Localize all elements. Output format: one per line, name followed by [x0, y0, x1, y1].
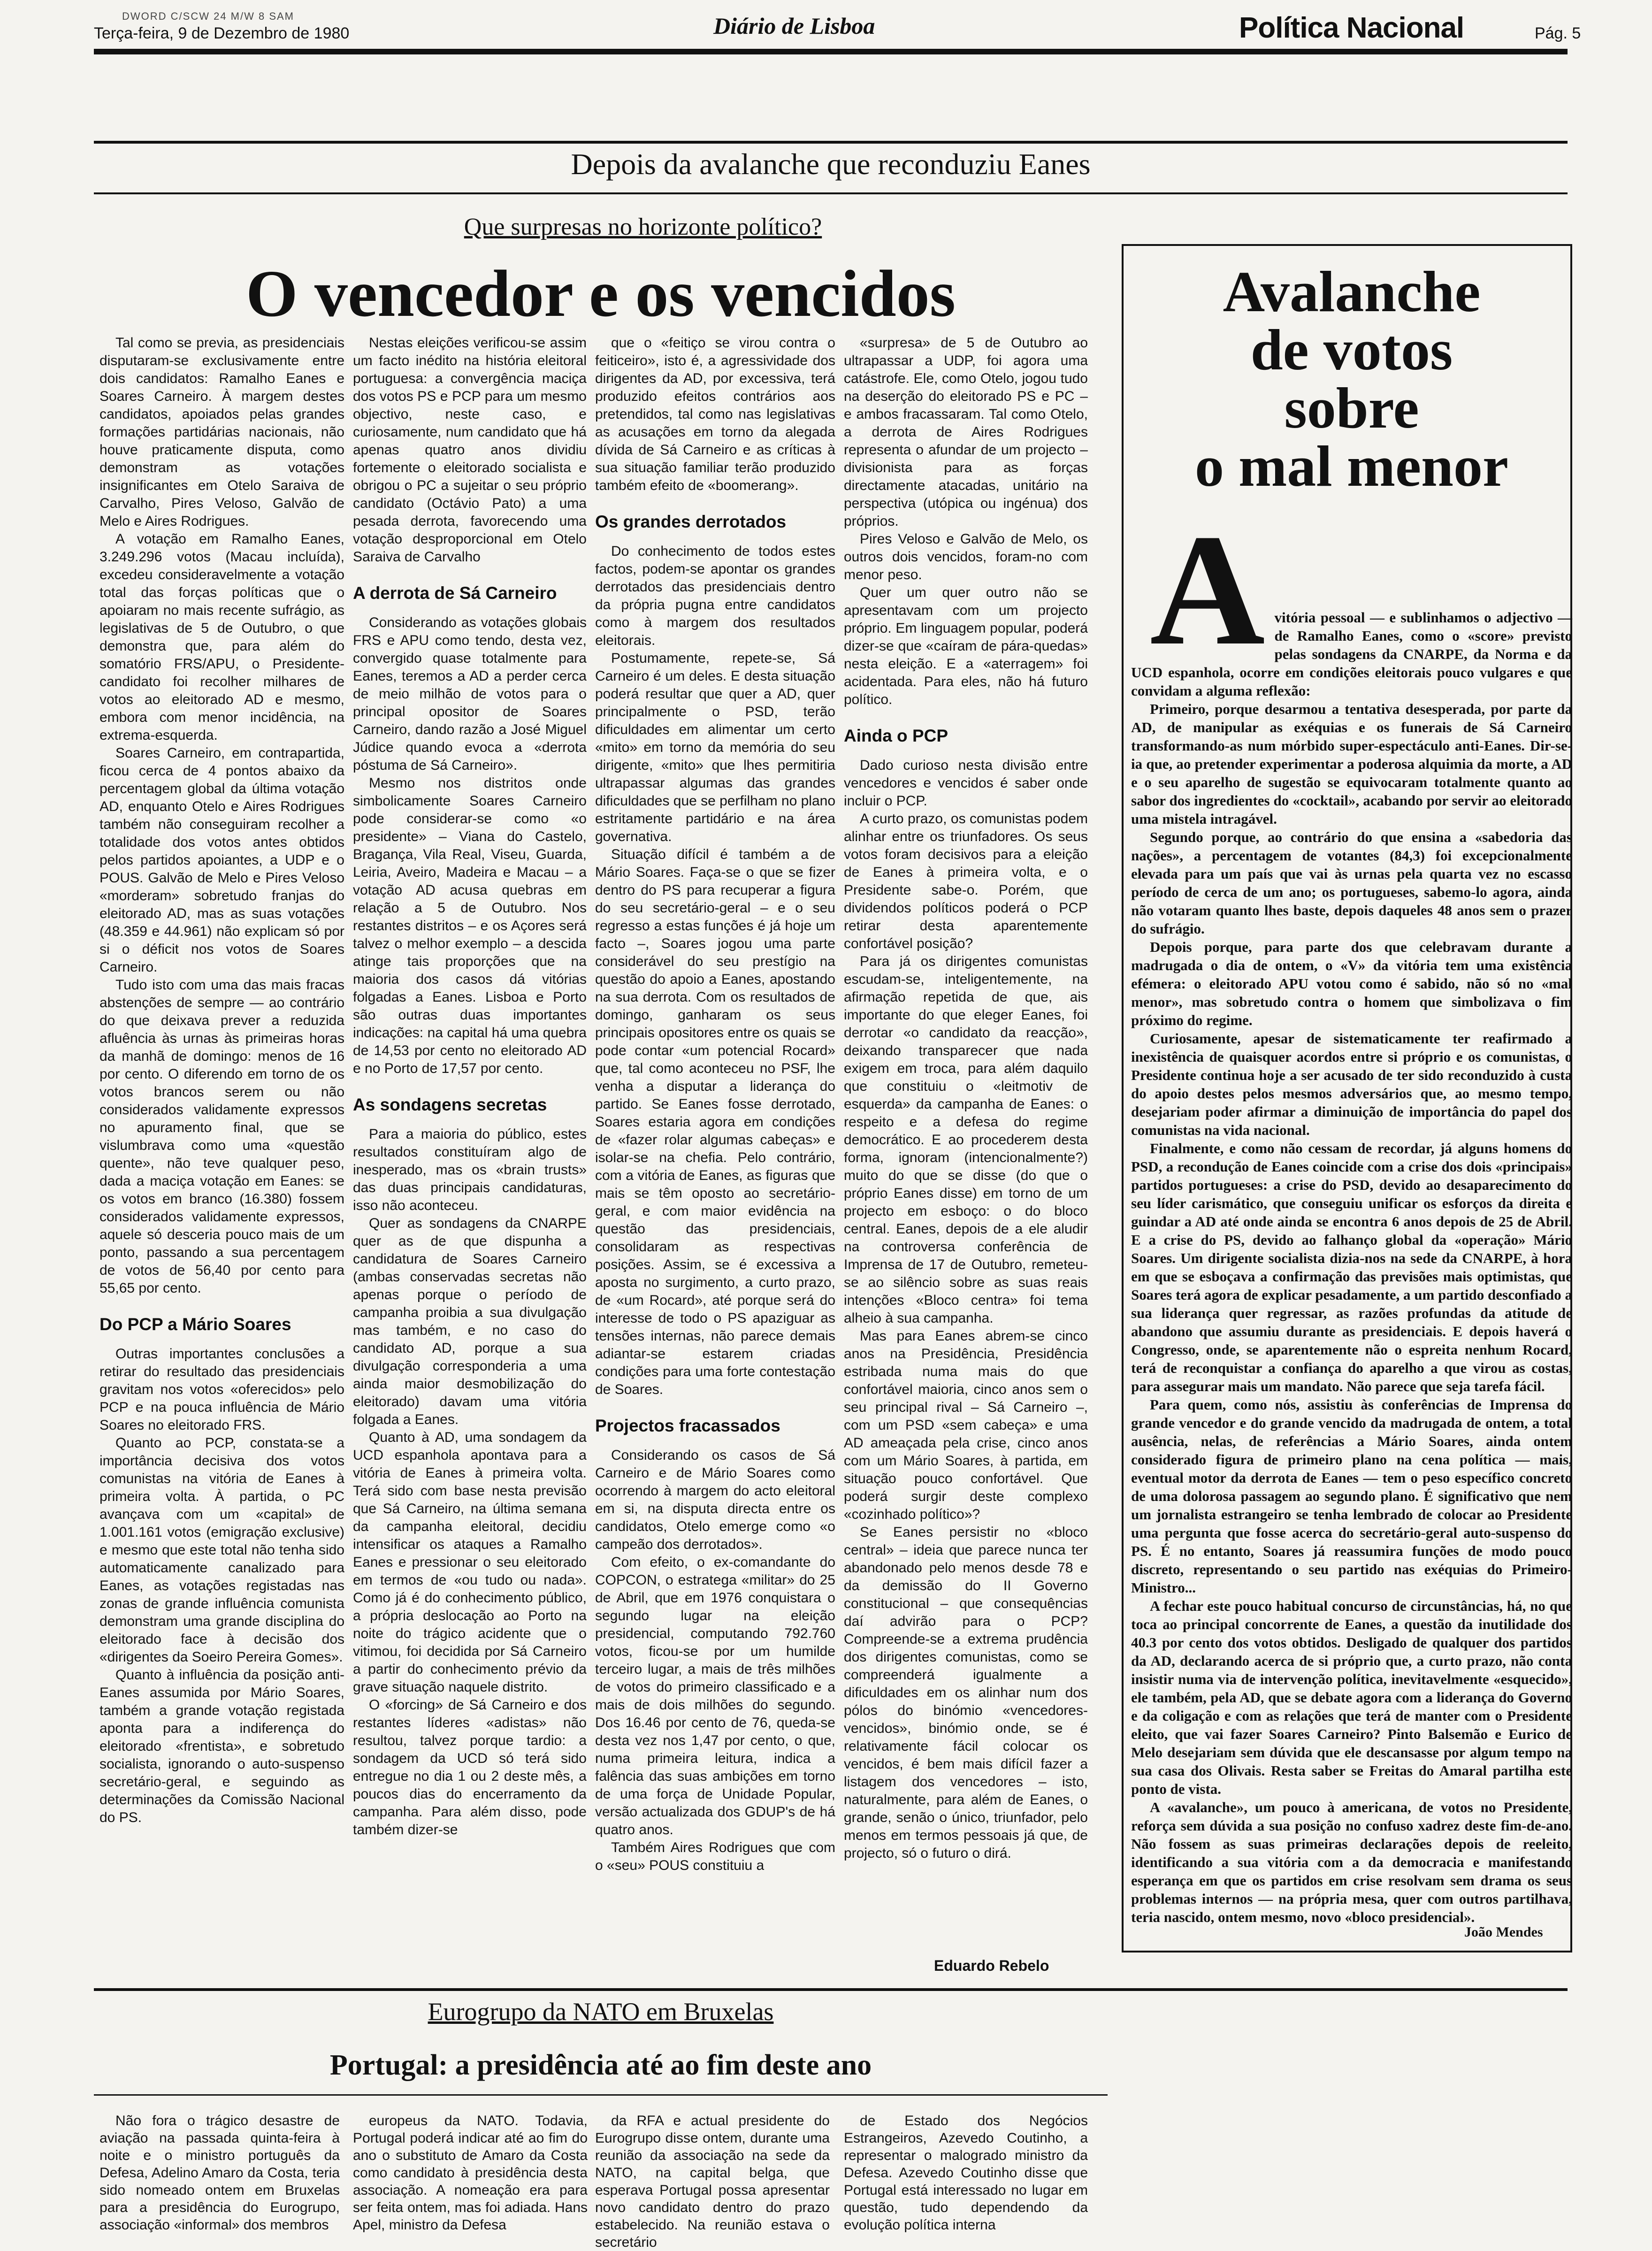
- main-col3c-p2: Com efeito, o ex-comandante do COPCON, o estratega «militar» do 25 de Abril, que em 1976 conquistara o segundo lugar na eleição presidencial, computando 792.760 votos, ficou-se por um humilde terceiro lugar, a mais de três milhões de votos do primeiro classificado e a mais de dois milhões do segundo. Dos 16.46 por cento de 76, queda-se desta vez nos 1,47 por cento, o que, numa primeira leitura, indica a falência das suas ambições em torno de uma força de Unidade Popular, versão actualizada dos GDUP's de há quatro anos.: [595, 1554, 835, 1838]
- header-left-top: DWORD C/SCW 24 M/W 8 SAM: [122, 10, 295, 22]
- main-col4b-p2: A curto prazo, os comunistas podem alinhar entre os triunfadores. Os seus votos foram decisivos para a eleição de Eanes à primeira volta, e o Presidente sabe-o. Porém, que dividendos políticos poderá o PCP retirar desta aparentemente confortável posição?: [844, 811, 1088, 951]
- main-col3b-p3: Situação difícil é também a de Mário Soares. Faça-se o que se fizer dentro do PS para recuperar a figura do seu secretário-geral – e o seu regresso a estas funções é já hoje um facto –, Soares jogou uma parte considerável do seu prestígio na questão do apoio a Eanes, apostando na sua derrota. Com os resultados de domingo, ganharam os seus principais opositores entre os quais se pode contar «um potencial Rocard» que, tal como aconteceu no PSF, lhe venha a disputar a liderança do partido. Se Eanes fosse derrotado, Soares estaria agora em condições de «fazer rolar algumas cabeças» e isolar-se na chefia. Pelo contrário, com a vitória de Eanes, as figuras que mais se têm oposto ao secretário-geral, e com maior evidência na questão das presidenciais, consolidaram as respectivas posições. Assim, se é excessiva a aposta no surgimento, a curto prazo, de «um Rocard», até porque será do interesse de todo o PS apaziguar as tensões internas, não parece demais adiantar-se estarem criadas condições para uma forte contestação de Soares.: [595, 847, 835, 1397]
- side-p3: Segundo porque, ao contrário do que ensina a «sabedoria das nações», a percentagem de votantes (84,3) foi excepcionalmente elevada para um país que vai às urnas pela quarta vez no escasso período de cerca de um ano; os portugueses, sabemo-lo agora, ainda não votaram quanto lhes baste, depois daqueles 48 anos sem o prazer do sufrágio.: [1131, 829, 1572, 937]
- main-col3b-p2: Postumamente, repete-se, Sá Carneiro é um deles. E desta situação poderá resultar que quer a AD, quer principalmente o PSD, terão dificuldades em alimentar um certo «mito» em torno da memória do seu dirigente, «mito» que lhes permitiria ultrapassar algumas das grandes dificuldades que se perfilham no plano estritamente partidário e na área governativa.: [595, 651, 836, 844]
- main-col2b-p1: Considerando as votações globais FRS e APU como tendo, desta vez, convergido quase totalmente para Eanes, teremos a AD a perder cerca de meio milhão de votos para o principal opositor de Soares Carneiro, dando razão a José Miguel Júdice quando evoca a «derrota póstuma de Sá Carneiro».: [353, 615, 587, 773]
- side-p6: Finalmente, e como não cessam de recordar, já alguns homens do PSD, a recondução de Eanes coincide com a crise dos dois «principais» partidos portugueses: a crise do PSD, devido ao desaparecimento do seu líder carismático, que conseguiu unificar os esforços da direita e guindar a AD até onde ainda se encontra 6 anos depois de 25 de Abril. E a crise do PS, devido ao falhanço global da «operação» Mário Soares. Um dirigente socialista dizia-nos na sede da CNARPE, à hora em que se esboçava a confirmação das previsões mais optimistas, que Soares terá agora de explicar pesadamente, a um partido desconfiado a sua liderança quer regressar, as razões profundas da atitude de abandono que assumiu durante as presidenciais. E depois haverá o Congresso, onde, se aparentemente não o espreita nenhum Rocard, terá de reconquistar a confiança do aparelho a que virou as costas, para assegurar mais um mandato. Não parece que seja tarefa fácil.: [1131, 1140, 1572, 1394]
- main-col4b-p1: Dado curioso nesta divisão entre vencedores e vencidos é saber onde incluir o PCP.: [844, 758, 1088, 809]
- bottom-head-rule: [94, 2094, 1108, 2096]
- main-col2-p1: Nestas eleições verificou-se assim um facto inédito na história eleitoral portuguesa: a convergência maciça dos votos PS e PCP para um mesmo objectivo, neste caso, e curiosamente, num candidato que há apenas quatro anos dividiu fortemente o eleitorado socialista e obrigou o PC a sujeitar o seu próprio candidato (Octávio Pato) a uma pesada derrota, favorecendo uma votação desproporcional em Otelo Saraiva de Carvalho: [353, 335, 587, 565]
- side-title-line1: Avalanche: [1223, 260, 1481, 324]
- side-box-top: [1122, 244, 1572, 246]
- main-col-2: [353, 334, 587, 1991]
- subhead-ainda-pcp: Ainda o PCP: [844, 726, 948, 745]
- subhead-derrota: A derrota de Sá Carneiro: [353, 583, 557, 603]
- main-col1-p2: A votação em Ramalho Eanes, 3.249.296 votos (Macau incluída), excedeu consideravelmente a votação total das forças políticas que o apoiaram no mais recente sufrágio, as legislativas de 5 de Outubro, o que demonstra que, para além do somatório FRS/APU, o Presidente-candidato foi recolher milhares de votos ao eleitorado AD e mesmo, embora com menor incidência, na extrema-esquerda.: [99, 531, 344, 743]
- main-col-1: [99, 334, 344, 1991]
- side-title-line3: sobre: [1284, 376, 1419, 440]
- side-p4: Depois porque, para parte dos que celebravam durante a madrugada o dia de ontem, o «V» da vitória tem uma existência efémera: o eleitorado APU votou como é sabido, não só no «mal menor», mas sobretudo contra o homem que simbolizava o fim próximo do regime.: [1131, 939, 1572, 1028]
- main-col2b-p2: Mesmo nos distritos onde simbolicamente Soares Carneiro pode considerar-se como «o presidente» – Viana do Castelo, Bragança, Vila Real, Viseu, Guarda, Leiria, Aveiro, Madeira e Macau – a votação AD acusa quebras em relação a 5 de Outubro. Nos restantes distritos – e os Açores será talvez o melhor exemplo – a descida atinge tais proporções que na maioria dos casos dá vitórias folgadas a Eanes. Lisboa e Porto são outras duas importantes indicações: na capital há uma quebra de 14,53 por cento no eleitorado AD e no Porto de 17,57 por cento.: [353, 775, 587, 1076]
- side-p7: Para quem, como nós, assistiu às conferências de Imprensa do grande vencedor e do grande vencido da madrugada de ontem, a total ausência, nelas, de referências a Mário Soares, ainda ontem considerado figura de primeiro plano na cena política — mais, eventual motor da derrota de Eanes — tem o peso específico concreto de uma dolorosa passagem ao segundo plano. É significativo que nem um jornalista estrangeiro se tenha lembrado de colocar ao Presidente uma pergunta que fosse acerca do secretário-geral auto-suspenso do PS. É no entanto, Soares já reassumira funções de modo pouco discreto, representando o seu partido nas exéquias do Primeiro-Ministro...: [1131, 1396, 1572, 1596]
- issue-date: Terça-feira, 9 de Dezembro de 1980: [94, 24, 350, 42]
- bottom-rule: [94, 1988, 1568, 1991]
- side-article: [1131, 260, 1572, 1948]
- banner-rule-top: [94, 141, 1568, 144]
- main-col1b-p2: Quanto ao PCP, constata-se a importância decisiva dos votos comunistas na vitória de Eanes à primeira volta. À partida, o PC avançava com um «capital» de 1.001.161 votos (emigração exclusive) e mesmo que este total não tenha sido automaticamente canalizado para Eanes, as votações registadas nas zonas de grande influência comunista demonstram uma grande disciplina do eleitorado face à decisão dos «dirigentes da Soeiro Pereira Gomes».: [99, 1435, 344, 1665]
- main-col3c-p3: Também Aires Rodrigues que com o «seu» POUS constituiu a: [595, 1840, 835, 1873]
- main-col3c-p1: Considerando os casos de Sá Carneiro e de Mário Soares como ocorrendo à margem do acto eleitoral em si, na disputa directa entre os candidatos, Otelo emerge como «o campeão dos derrotados».: [595, 1447, 835, 1552]
- main-col4-p1: «surpresa» de 5 de Outubro ao ultrapassar a UDP, foi agora uma catástrofe. Ele, como Otelo, jogou tudo na deserção do eleitorado PS e PC – e ambos fracassaram. Tal como Otelo, a derrota de Aires Rodrigues representa o afundar de um projecto – divisionista para as forças directamente atacadas, unitário na perspectiva (utópica ou ingénua) dos próprios.: [844, 335, 1088, 529]
- banner-rule-bottom: [94, 192, 1568, 194]
- side-dropcap: A: [1150, 501, 1265, 678]
- side-headline: [1131, 260, 1572, 498]
- side-p9: A «avalanche», um pouco à americana, de votos no Presidente, reforça sem dúvida a sua posição no confuso xadrez deste fim-de-ano. Não fossem as suas primeiras declarações depois de reeleito, identificando a sua vitória com a da democracia e manifestando esperança em que os partidos em crise resolvam sem drama os seus problemas internos — na própria mesa, quer com outros partilhava, teria nascido, ontem mesmo, novo «bloco presidencial».: [1131, 1799, 1572, 1925]
- side-byline: João Mendes: [1464, 1924, 1543, 1940]
- bottom-col-2: [353, 2112, 588, 2233]
- bottom-col4-text: de Estado dos Negócios Estrangeiros, Azevedo Coutinho, a representar o malogrado ministro da Defesa. Azevedo Coutinho disse que Portugal está interessado no lugar em questão, tudo dependendo da evolução política interna: [844, 2113, 1088, 2233]
- bottom-kicker: Eurogrupo da NATO em Bruxelas: [428, 1998, 774, 2026]
- side-p5: Curiosamente, apesar de sistematicamente ter reafirmado a inexistência de quaisquer acordos entre si próprio e os comunistas, o Presidente continua hoje a ser acusado de ter sido reconduzido à custa do apoio destes pelos mesmos adversários que, ao mesmo tempo, desejariam poder afirmar a diminuição de importância do papel dos comunistas na vida nacional.: [1131, 1030, 1572, 1138]
- header-rule: [94, 49, 1568, 54]
- main-col3-p1: que o «feitiço se virou contra o feiticeiro», isto é, a agressividade dos dirigentes da AD, por excessiva, terá produzido efeitos contrários aos pretendidos, tal como nas legislativas as acusações em torno da alegada dívida de Sá Carneiro e as críticas à sua situação familiar terão produzido também efeito de «boomerang».: [595, 335, 835, 493]
- bottom-col-3: [595, 2112, 830, 2250]
- section-name: Política Nacional: [1239, 12, 1464, 44]
- page-number: Pág. 5: [1535, 24, 1581, 42]
- bottom-col3-text: da RFA e actual presidente do Eurogrupo disse ontem, durante uma reunião da associação na sede da NATO, na capital belga, que esperava Portugal possa apresentar novo candidato dentro do prazo estabelecido. Na reunião estava o secretário: [595, 2113, 830, 2250]
- main-col1-p4: Tudo isto com uma das mais fracas abstenções de sempre — ao contrário do que deixava prever a reduzida afluência às urnas às primeiras horas da manhã de domingo: menos de 16 por cento. O diferendo em torno de os votos brancos serem ou não considerados validamente expressos no apuramento final, que se vislumbrava como uma «questão quente», não teve qualquer peso, dada a maciça votação em Eanes: se os votos em branco (16.380) fossem considerados validamente expressos, aquele só desceria pouco mais de um ponto, passando a sua percentagem de votos de 56,40 por cento para 55,65 por cento.: [99, 977, 344, 1296]
- side-title-line2: de votos: [1250, 318, 1453, 382]
- main-col2c-p3: Quanto à AD, uma sondagem da UCD espanhola apontava para a vitória de Eanes à primeira volta. Terá sido com base nesta previsão que Sá Carneiro, na última semana da campanha eleitoral, decidiu intensificar os ataques a Ramalho Eanes e pressionar o seu eleitorado em termos de «ou tudo ou nada». Como já é do conhecimento público, a própria deslocação ao Porto na noite do trágico acidente que o vitimou, foi decidida por Sá Carneiro a partir do conhecimento prévio da grave situação naquele distrito.: [353, 1430, 587, 1695]
- banner-title: Depois da avalanche que reconduziu Eanes: [571, 147, 1091, 181]
- main-headline: O vencedor e os vencidos: [246, 256, 956, 330]
- main-byline: Eduardo Rebelo: [934, 1957, 1049, 1974]
- bottom-headline: Portugal: a presidência até ao fim deste ano: [329, 2049, 872, 2081]
- bottom-col1-text: Não fora o trágico desastre de aviação na passada quinta-feira à noite e o ministro português da Defesa, Adelino Amaro da Costa, teria sido nomeado ontem em Bruxelas para a presidência do Eurogrupo, associação «informal» dos membros: [99, 2113, 340, 2233]
- main-col4-p2: Pires Veloso e Galvão de Melo, os outros dois vencidos, foram-no com menor peso.: [844, 531, 1088, 582]
- bottom-col2-text: europeus da NATO. Todavia, Portugal poderá indicar até ao fim do ano o substituto de Amaro da Costa como candidato à presidência desta associação. A nomeação era para ser feita ontem, mas foi adiada. Hans Apel, ministro da Defesa: [353, 2113, 588, 2233]
- subhead-grandes-derrotados: Os grandes derrotados: [595, 512, 787, 531]
- main-col2c-p4: O «forcing» de Sá Carneiro e dos restantes líderes «adistas» não resultou, talvez porque tardio: a sondagem da UCD só terá sido entregue no dia 1 ou 2 deste mês, a poucos dias do encerramento da campanha. Para além disso, pode também dizer-se: [353, 1697, 587, 1838]
- subhead-projectos: Projectos fracassados: [595, 1416, 780, 1435]
- masthead: Diário de Lisboa: [713, 13, 875, 39]
- side-title-line4: o mal menor: [1194, 434, 1509, 498]
- main-col4-p3: Quer um quer outro não se apresentavam com um projecto próprio. Em linguagem popular, poderá dizer-se que «caíram de pára-quedas» nesta eleição. E a «aterragem» foi acidentada. Para eles, não há futuro político.: [844, 585, 1088, 707]
- side-box-left: [1122, 244, 1124, 1952]
- main-col3b-p1: Do conhecimento de todos estes factos, podem-se apontar os grandes derrotados das presidenciais dentro da própria pugna entre candidatos como à margem dos resultados eleitorais.: [595, 544, 835, 648]
- bottom-col-4: [844, 2112, 1088, 2233]
- main-col1b-p3: Quanto à influência da posição anti-Eanes assumida por Mário Soares, também a grande votação registada aponta para a indiferença do eleitorado «frentista», e sobretudo socialista, ignorando o auto-suspenso secretário-geral, e seguindo as determinações da Comissão Nacional do PS.: [99, 1667, 344, 1825]
- main-kicker: Que surpresas no horizonte político?: [464, 214, 822, 240]
- side-p2: Primeiro, porque desarmou a tentativa desesperada, por parte da AD, de manipular as exéquias e os funerais de Sá Carneiro transformando-as num mórbido super-espectáculo anti-Eanes. Dir-se-ia que, ao pretender experimentar a poderosa alquimia da morte, a AD e o seu aparelho de sugestão se equivocaram totalmente quanto ao sabor dos ingredientes do «cocktail», acabando por servir ao eleitorado uma mistela intragável.: [1131, 701, 1572, 827]
- subhead-pcp-soares: Do PCP a Mário Soares: [99, 1315, 291, 1334]
- subhead-sondagens: As sondagens secretas: [353, 1095, 547, 1114]
- bottom-col-1: [99, 2112, 340, 2233]
- main-col1b-p1: Outras importantes conclusões a retirar do resultado das presidenciais gravitam nos votos «oferecidos» pelo PCP e na pouca influência de Mário Soares no eleitorado FRS.: [99, 1346, 344, 1433]
- main-col1-p3: Soares Carneiro, em contrapartida, ficou cerca de 4 pontos abaixo da percentagem global da última votação AD, enquanto Otelo e Aires Rodrigues também não conseguiram recolher a totalidade dos votos antes obtidos pelos partidos apoiantes, a UDP e o POUS. Galvão de Melo e Pires Veloso «morderam» sobretudo franjas do eleitorado AD, mas as suas votações (48.359 e 44.961) não explicam só por si o déficit nos votos de Soares Carneiro.: [99, 745, 344, 975]
- main-col-3: [595, 334, 835, 1991]
- main-col4b-p4: Mas para Eanes abrem-se cinco anos na Presidência, Presidência estribada numa mais do que confortável maioria, cinco anos sem o seu principal rival – Sá Carneiro –, com um PSD «sem cabeça» e uma AD ameaçada pela crise, cinco anos com um Mário Soares, à partida, em situação pouco confortável. Que poderá surgir deste complexo «cozinhado político»?: [844, 1328, 1088, 1522]
- main-col-4: [844, 334, 1088, 1958]
- side-p8: A fechar este pouco habitual concurso de circunstâncias, há, no que toca ao principal concorrente de Eanes, a questão da inutilidade dos 40.3 por cento dos votos obtidos. Desligado de qualquer dos partidos da AD, declarando acerca de si próprio que, a curto prazo, não conta insistir numa via de intervenção política, inevitavelmente «esquecido», ele também, pela AD, que se debate agora com a liderança do Governo e da coligação e com as relações que terá de manter com o Presidente eleito, que vai fazer Soares Carneiro? Pinto Balsemão e Eurico de Melo desejariam sem dúvida que ele descansasse por algum tempo na sua casa dos Olivais. Resta saber se Freitas do Amaral partilha este ponto de vista.: [1131, 1598, 1572, 1797]
- main-col2c-p2: Quer as sondagens da CNARPE quer as de que dispunha a candidatura de Soares Carneiro (ambas conservadas secretas não apenas porque o período de campanha proibia a sua divulgação mas também, e no caso do candidato AD, porque a sua divulgação corresponderia a uma ainda maior desmobilização do eleitorado) davam uma vitória folgada a Eanes.: [353, 1216, 587, 1427]
- main-col4b-p5: Se Eanes persistir no «bloco central» – ideia que parece nunca ter abandonado pelo menos desde 78 e da demissão do II Governo constitucional – que consequências daí advirão para o PCP? Compreende-se a extrema prudência dos dirigentes comunistas, como se compreenderá igualmente a dificuldades em os alinhar num dos pólos do binómio «vencedores-vencidos», binómio onde, se é relativamente fácil colocar os vencidos, é bem mais difícil fazer a listagem dos vencedores – isto, naturalmente, para além de Eanes, o grande, senão o único, triunfador, pelo menos em termos pessoais já que, de projecto, só o futuro o dirá.: [844, 1524, 1088, 1861]
- side-p1: vitória pessoal — e sublinhamos o adjectivo — de Ramalho Eanes, como o «score» previsto pelas sondagens da CNARPE, da Norma e da UCD espanhola, ocorre em condições eleitorais pouco vulgares e que convidam a alguma reflexão:: [1131, 609, 1572, 699]
- main-col1-p1: Tal como se previa, as presidenciais disputaram-se exclusivamente entre dois candidatos: Ramalho Eanes e Soares Carneiro. À margem destes candidatos, apoiados pelas grandes formações partidárias nacionais, não houve praticamente disputa, como demonstram as votações insignificantes em Otelo Saraiva de Carvalho, Pires Veloso, Galvão de Melo e Aires Rodrigues.: [99, 335, 344, 529]
- main-col4b-p3: Para já os dirigentes comunistas escudam-se, inteligentemente, na afirmação repetida de que, ais importante do que eleger Eanes, foi derrotar «o candidato da reacção», deixando transparecer que nada exigem em troca, para além daquilo que constituiu o «leitmotiv de esquerda» da campanha de Eanes: o respeito e a defesa do regime democrático. E ao procederem desta forma, ignoram (intencionalmente?) muito do que se disse (do que o próprio Eanes disse) em torno de um projecto em esboço: o do bloco central. Eanes, depois de a ele aludir na controversa conferência de Imprensa de 17 de Outubro, remeteu-se ao silêncio sobre as suas reais intenções «Bloco centra» foi tema alheio à sua campanha.: [844, 954, 1088, 1326]
- main-col2c-p1: Para a maioria do público, estes resultados constituíram algo de inesperado, mas os «brain trusts» das duas principais candidaturas, isso não aconteceu.: [353, 1126, 587, 1213]
- side-box-bottom: [1122, 1951, 1572, 1952]
